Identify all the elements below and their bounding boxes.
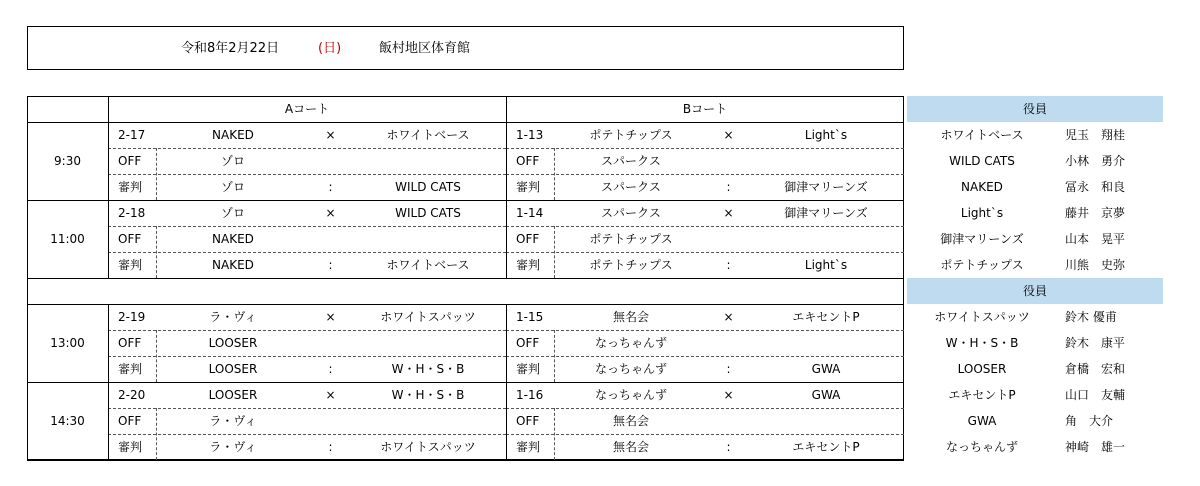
official-name: 倉橋 宏和 — [1065, 362, 1126, 376]
referee-target: ホワイトベース — [386, 258, 470, 272]
vs-mark: × — [723, 388, 734, 402]
official-team: GWA — [967, 414, 997, 428]
label-divider — [554, 330, 555, 382]
row-divider — [108, 226, 506, 227]
off-label: OFF — [516, 154, 540, 168]
block-divider — [27, 460, 904, 461]
vs-mark: × — [325, 388, 336, 402]
official-name: 児玉 翔桂 — [1065, 128, 1126, 142]
off-label: OFF — [118, 414, 142, 428]
team-away: WILD CATS — [395, 206, 461, 220]
off-team: なっちゃんず — [594, 336, 667, 350]
match-number: 1-15 — [516, 310, 544, 324]
row-divider — [506, 330, 904, 331]
off-team: ラ・ヴィ — [209, 414, 257, 428]
officials-title: 役員 — [907, 96, 1163, 122]
official-name: 冨永 和良 — [1065, 180, 1126, 194]
match-number: 2-20 — [118, 388, 146, 402]
referee-separator: : — [328, 362, 333, 376]
off-team: ゾロ — [220, 154, 245, 168]
off-label: OFF — [516, 414, 540, 428]
official-name: 山本 晃平 — [1065, 232, 1126, 246]
referee-team: ゾロ — [220, 180, 245, 194]
match-number: 2-19 — [118, 310, 146, 324]
label-divider — [156, 330, 157, 382]
team-home: LOOSER — [208, 388, 258, 402]
referee-label: 審判 — [118, 180, 143, 194]
referee-separator: : — [328, 258, 333, 272]
label-divider — [554, 408, 555, 460]
referee-team: なっちゃんず — [594, 362, 667, 376]
referee-target: GWA — [811, 362, 841, 376]
team-home: なっちゃんず — [594, 388, 667, 402]
event-date: 令和8年2月22日 — [181, 41, 280, 56]
referee-target: WILD CATS — [395, 180, 461, 194]
official-name: 角 大介 — [1065, 414, 1114, 428]
row-divider — [108, 174, 506, 175]
referee-label: 審判 — [516, 180, 541, 194]
off-team: 無名会 — [612, 414, 649, 428]
official-name: 小林 勇介 — [1065, 154, 1126, 168]
referee-separator: : — [726, 258, 731, 272]
team-home: ゾロ — [220, 206, 245, 220]
event-venue: 飯村地区体育館 — [379, 41, 471, 56]
time-column-divider — [108, 304, 109, 460]
referee-separator: : — [726, 440, 731, 454]
referee-target: エキセントP — [792, 440, 860, 454]
official-name: 藤井 京夢 — [1065, 206, 1126, 220]
referee-team: ラ・ヴィ — [209, 440, 257, 454]
row-divider — [108, 434, 506, 435]
referee-label: 審判 — [118, 258, 143, 272]
court-b-title: Bコート — [682, 102, 728, 116]
official-team: Light`s — [960, 206, 1004, 220]
team-away: エキセントP — [792, 310, 860, 324]
referee-separator: : — [726, 362, 731, 376]
row-divider — [506, 434, 904, 435]
event-header — [27, 26, 904, 70]
off-label: OFF — [118, 336, 142, 350]
court-a-title: Aコート — [284, 102, 330, 116]
off-label: OFF — [516, 232, 540, 246]
referee-label: 審判 — [516, 440, 541, 454]
referee-team: 無名会 — [612, 440, 649, 454]
team-away: Light`s — [804, 128, 848, 142]
row-divider — [506, 174, 904, 175]
official-team: エキセントP — [948, 388, 1016, 402]
off-team: LOOSER — [208, 336, 258, 350]
referee-separator: : — [328, 440, 333, 454]
row-divider — [506, 226, 904, 227]
label-divider — [156, 148, 157, 200]
break-divider — [27, 304, 904, 305]
match-number: 1-14 — [516, 206, 544, 220]
time-slot: 14:30 — [50, 414, 85, 428]
officials-title: 役員 — [907, 278, 1163, 304]
vs-mark: × — [325, 206, 336, 220]
label-divider — [554, 148, 555, 200]
event-weekday: (日) — [318, 41, 342, 56]
official-team: W・H・S・B — [945, 336, 1019, 350]
team-away: GWA — [811, 388, 841, 402]
official-team: ホワイトベース — [940, 128, 1024, 142]
vs-mark: × — [325, 128, 336, 142]
team-home: 無名会 — [612, 310, 649, 324]
row-divider — [506, 252, 904, 253]
off-label: OFF — [516, 336, 540, 350]
row-divider — [506, 356, 904, 357]
row-divider — [108, 408, 506, 409]
official-name: 鈴木 康平 — [1065, 336, 1126, 350]
row-divider — [506, 408, 904, 409]
court-divider — [506, 96, 507, 278]
court-divider — [506, 304, 507, 460]
official-team: なっちゃんず — [945, 440, 1018, 454]
referee-target: Light`s — [804, 258, 848, 272]
off-label: OFF — [118, 232, 142, 246]
time-slot: 11:00 — [50, 232, 85, 246]
match-number: 2-17 — [118, 128, 146, 142]
referee-team: LOOSER — [208, 362, 258, 376]
team-home: NAKED — [212, 128, 254, 142]
off-team: スパークス — [601, 154, 661, 168]
match-number: 2-18 — [118, 206, 146, 220]
official-team: NAKED — [961, 180, 1003, 194]
row-divider — [108, 330, 506, 331]
referee-label: 審判 — [118, 440, 143, 454]
referee-team: スパークス — [601, 180, 661, 194]
team-home: ラ・ヴィ — [209, 310, 257, 324]
team-away: ホワイトスパッツ — [380, 310, 476, 324]
team-home: スパークス — [601, 206, 661, 220]
official-name: 山口 友輔 — [1065, 388, 1126, 402]
team-away: ホワイトベース — [386, 128, 470, 142]
vs-mark: × — [723, 206, 734, 220]
vs-mark: × — [723, 128, 734, 142]
referee-label: 審判 — [516, 258, 541, 272]
referee-team: NAKED — [212, 258, 254, 272]
row-divider — [108, 252, 506, 253]
official-team: ポテトチップス — [940, 258, 1024, 272]
referee-separator: : — [726, 180, 731, 194]
team-away: W・H・S・B — [391, 388, 465, 402]
team-away: 御津マリーンズ — [784, 206, 868, 220]
row-divider — [108, 356, 506, 357]
official-team: LOOSER — [957, 362, 1007, 376]
row-divider — [506, 148, 904, 149]
team-home: ポテトチップス — [589, 128, 673, 142]
official-name: 神崎 雄一 — [1065, 440, 1126, 454]
vs-mark: × — [723, 310, 734, 324]
label-divider — [156, 226, 157, 278]
referee-separator: : — [328, 180, 333, 194]
official-name: 鈴木 優甫 — [1065, 310, 1117, 324]
off-team: ポテトチップス — [589, 232, 673, 246]
official-name: 川熊 史弥 — [1065, 258, 1126, 272]
referee-label: 審判 — [516, 362, 541, 376]
official-team: ホワイトスパッツ — [934, 310, 1030, 324]
official-team: WILD CATS — [949, 154, 1015, 168]
referee-target: W・H・S・B — [391, 362, 465, 376]
match-number: 1-16 — [516, 388, 544, 402]
label-divider — [554, 226, 555, 278]
referee-label: 審判 — [118, 362, 143, 376]
row-divider — [108, 148, 506, 149]
time-slot: 9:30 — [54, 154, 81, 168]
time-slot: 13:00 — [50, 336, 85, 350]
referee-target: ホワイトスパッツ — [380, 440, 476, 454]
off-team: NAKED — [212, 232, 254, 246]
referee-target: 御津マリーンズ — [784, 180, 868, 194]
referee-team: ポテトチップス — [589, 258, 673, 272]
time-column-divider — [108, 96, 109, 278]
vs-mark: × — [325, 310, 336, 324]
official-team: 御津マリーンズ — [940, 232, 1024, 246]
match-number: 1-13 — [516, 128, 544, 142]
block-divider — [27, 278, 904, 279]
label-divider — [156, 408, 157, 460]
off-label: OFF — [118, 154, 142, 168]
